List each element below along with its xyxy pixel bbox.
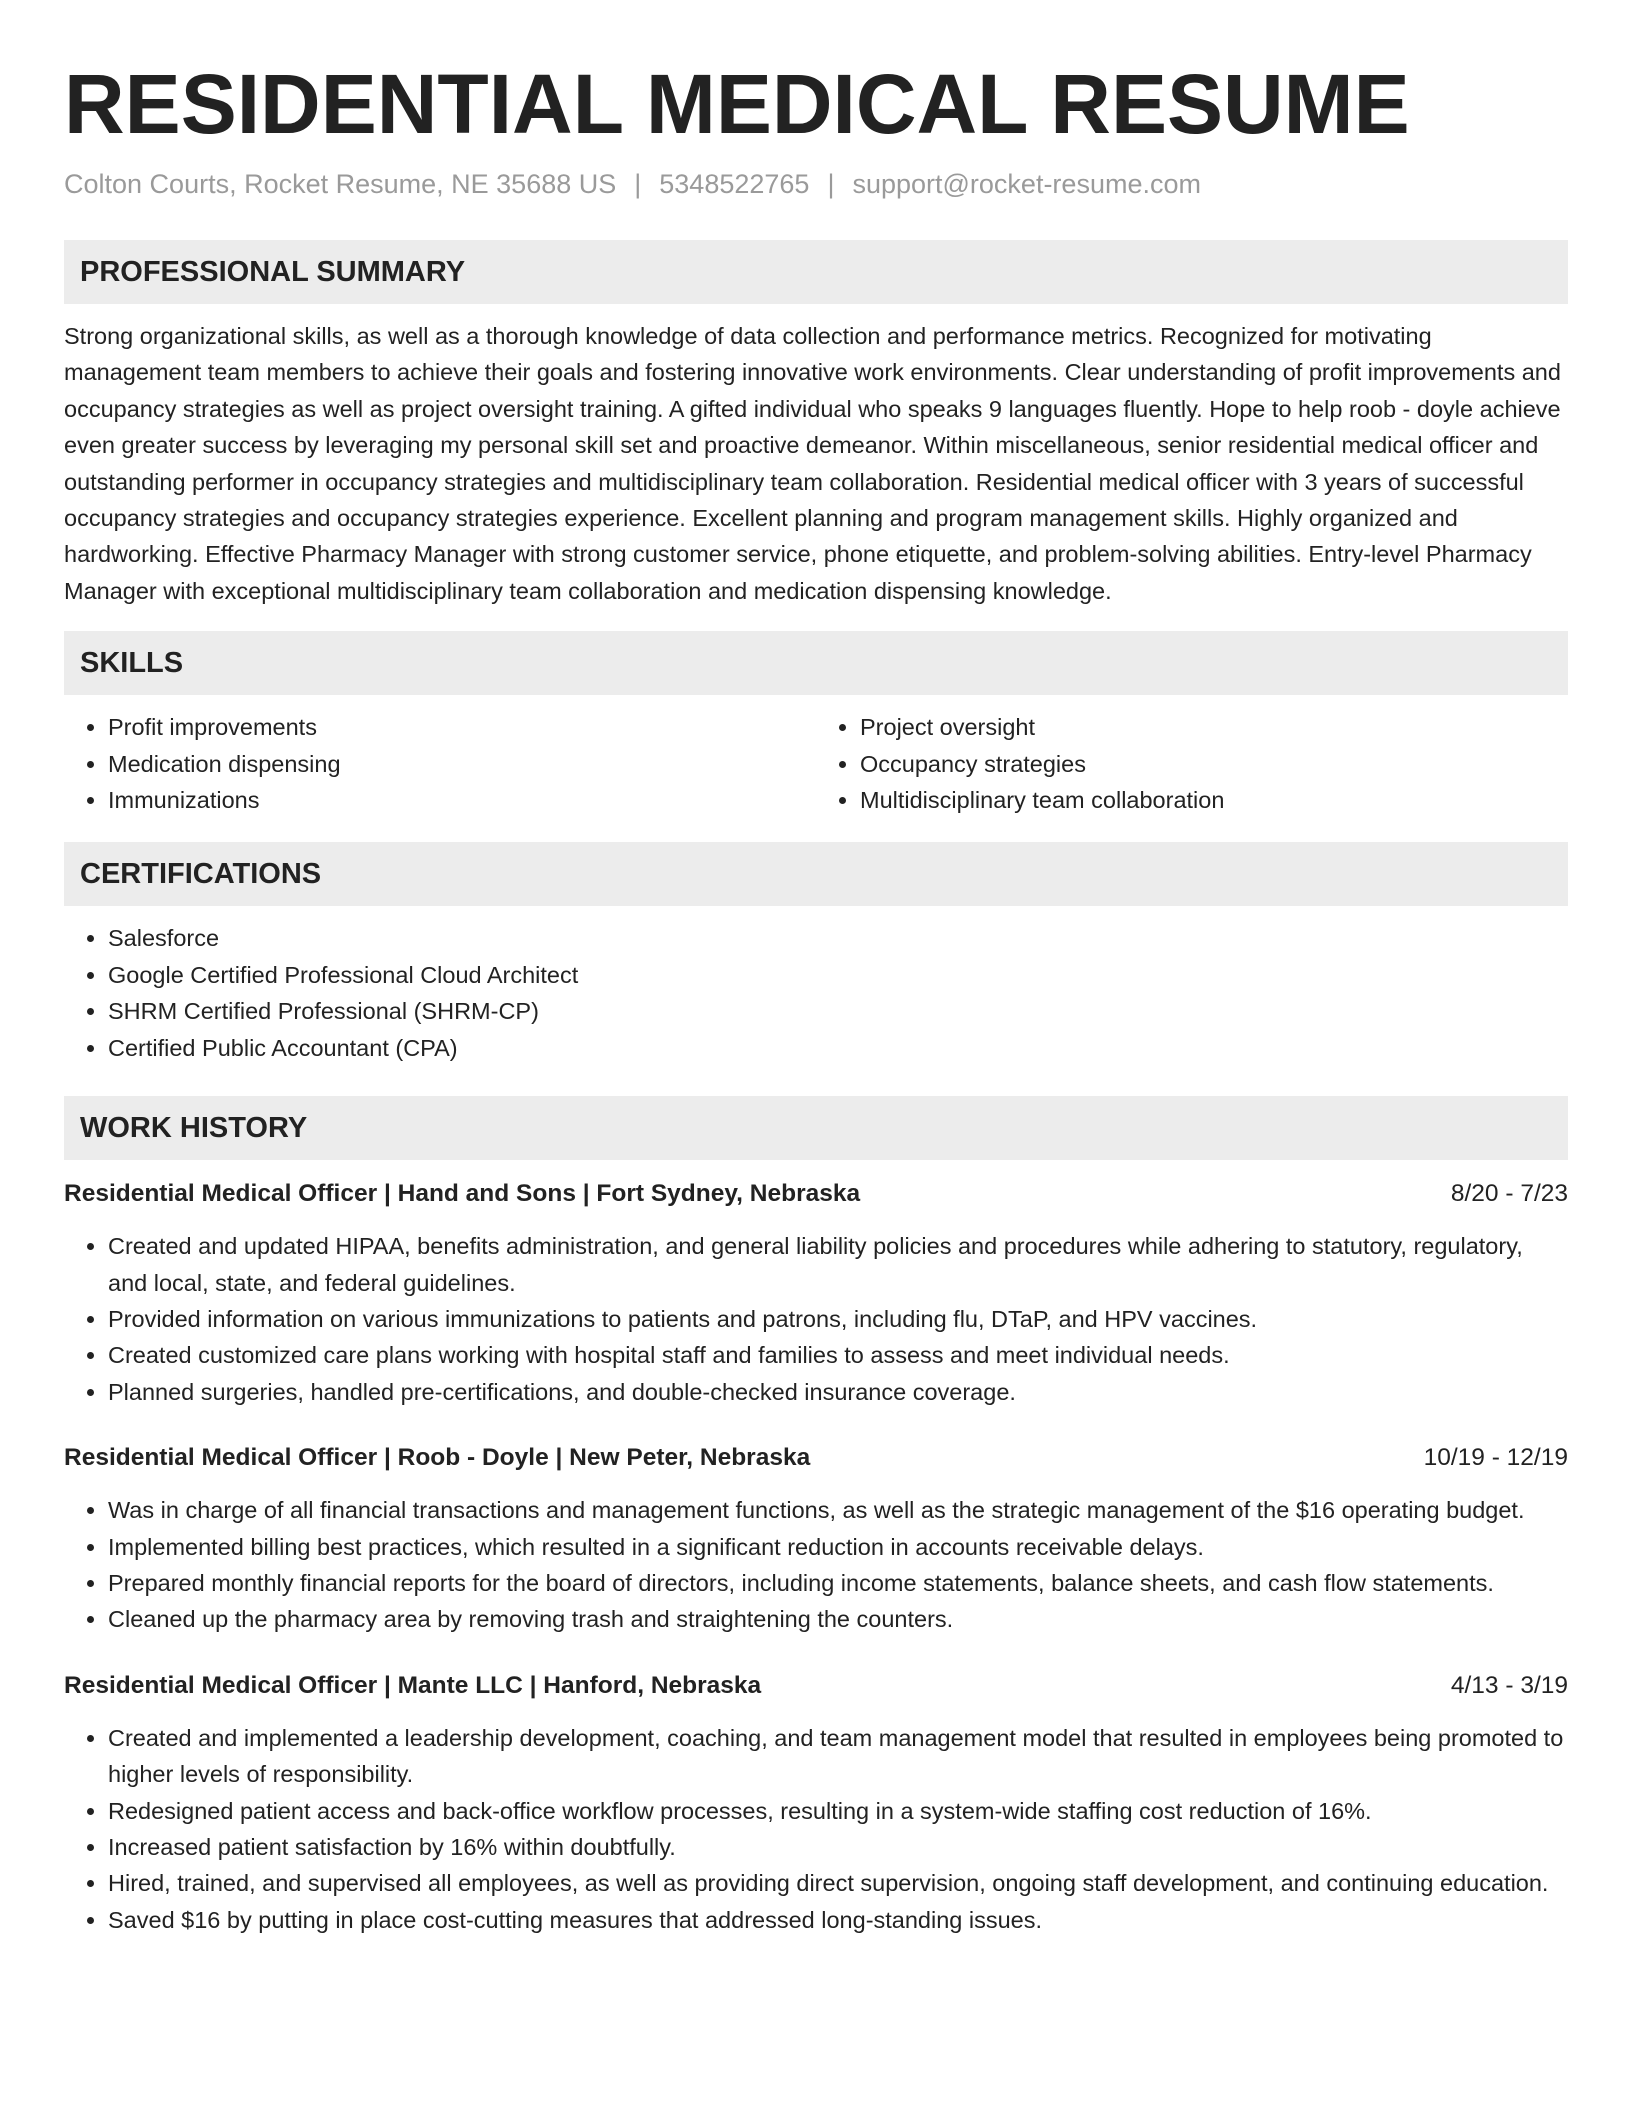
job-bullet: • Cleaned up the pharmacy area by removing trash and straightening the counters. <box>108 1601 1568 1637</box>
job-title: Residential Medical Officer | Hand and Sons | Fort Sydney, Nebraska <box>64 1180 861 1208</box>
skill-item: • Profit improvements <box>108 709 816 745</box>
contact-address: Colton Courts, Rocket Resume, NE 35688 US <box>64 169 617 199</box>
job-bullets <box>64 1492 1568 1638</box>
job-bullet: • Created and updated HIPAA, benefits administration, and general liability policies and procedures while adhering to statutory, regulatory, and local, state, and federal guidelines. <box>108 1228 1568 1301</box>
job-bullet: • Created and implemented a leadership development, coaching, and team management model that resulted in employees being promoted to higher levels of responsibility. <box>108 1720 1568 1793</box>
job-bullet: • Hired, trained, and supervised all employees, as well as providing direct supervision, ongoing staff development, and continuing education. <box>108 1865 1568 1901</box>
job-entry <box>64 1440 1568 1638</box>
job-entry <box>64 1668 1568 1938</box>
certification-item: • Google Certified Professional Cloud Architect <box>108 957 1568 993</box>
job-title: Residential Medical Officer | Mante LLC | Hanford, Nebraska <box>64 1671 762 1699</box>
skill-item: • Project oversight <box>860 709 1568 745</box>
job-header <box>64 1176 1568 1212</box>
job-bullet: • Prepared monthly financial reports for the board of directors, including income statements, balance sheets, and cash flow statements. <box>108 1565 1568 1601</box>
contact-separator: | <box>634 169 642 199</box>
job-bullets <box>64 1720 1568 1938</box>
resume-title: RESIDENTIAL MEDICAL RESUME <box>64 57 1410 151</box>
job-bullet: • Provided information on various immunizations to patients and patrons, including flu, DTaP, and HPV vaccines. <box>108 1301 1568 1337</box>
certifications-list <box>64 920 1568 1066</box>
job-title: Residential Medical Officer | Roob - Doyle | New Peter, Nebraska <box>64 1444 811 1472</box>
job-entry <box>64 1176 1568 1410</box>
job-header <box>64 1440 1568 1476</box>
summary-text: Strong organizational skills, as well as a thorough knowledge of data collection and performance metrics. Recognized for motivating management team members to achieve their goals and fostering innovative work environments. Clear understanding of profit improvements and occupancy strategies as well as project oversight training. A gifted individual who speaks 9 languages fluently. Hope to help roob - doyle achieve even greater success by leveraging my personal skill set and proactive demeanor. Within miscellaneous, senior residential medical officer and outstanding performer in occupancy strategies and multidisciplinary team collaboration. Residential medical officer with 3 years of successful occupancy strategies and occupancy strategies experience. Excellent planning and program management skills. Highly organized and hardworking. Effective Pharmacy Manager with strong customer service, phone etiquette, and problem-solving abilities. Entry-level Pharmacy Manager with exceptional multidisciplinary team collaboration and medication dispensing knowledge. <box>64 323 1561 604</box>
certification-item: • Certified Public Accountant (CPA) <box>108 1030 1568 1066</box>
summary-heading: PROFESSIONAL SUMMARY <box>64 240 1568 304</box>
skills-heading: SKILLS <box>64 631 1568 695</box>
contact-phone: 5348522765 <box>659 169 810 199</box>
skills-right-list <box>816 709 1568 818</box>
job-header <box>64 1668 1568 1704</box>
certification-item: • Salesforce <box>108 920 1568 956</box>
skill-item: • Multidisciplinary team collaboration <box>860 782 1568 818</box>
job-dates: 10/19 - 12/19 <box>1423 1444 1568 1472</box>
work-history-heading: WORK HISTORY <box>64 1096 1568 1160</box>
certifications-heading: CERTIFICATIONS <box>64 842 1568 906</box>
job-bullet: • Increased patient satisfaction by 16% within doubtfully. <box>108 1829 1568 1865</box>
job-bullet: • Was in charge of all financial transactions and management functions, as well as the strategic management of the $16 operating budget. <box>108 1492 1568 1528</box>
skill-item: • Immunizations <box>108 782 816 818</box>
job-bullet: • Saved $16 by putting in place cost-cutting measures that addressed long-standing issues. <box>108 1902 1568 1938</box>
job-bullet: • Created customized care plans working with hospital staff and families to assess and meet individual needs. <box>108 1337 1568 1373</box>
job-bullet: • Implemented billing best practices, which resulted in a significant reduction in accounts receivable delays. <box>108 1529 1568 1565</box>
job-bullets <box>64 1228 1568 1410</box>
job-bullet: • Planned surgeries, handled pre-certifications, and double-checked insurance coverage. <box>108 1374 1568 1410</box>
contact-line <box>64 166 1568 202</box>
skill-item: • Medication dispensing <box>108 746 816 782</box>
skill-item: • Occupancy strategies <box>860 746 1568 782</box>
job-dates: 4/13 - 3/19 <box>1450 1671 1568 1699</box>
certification-item: • SHRM Certified Professional (SHRM-CP) <box>108 993 1568 1029</box>
contact-separator: | <box>827 169 835 199</box>
job-dates: 8/20 - 7/23 <box>1450 1180 1568 1208</box>
skills-left-list <box>64 709 816 818</box>
skills-grid <box>64 709 1568 818</box>
job-bullet: • Redesigned patient access and back-office workflow processes, resulting in a system-wide staffing cost reduction of 16%. <box>108 1793 1568 1829</box>
contact-email: support@rocket-resume.com <box>852 169 1201 199</box>
